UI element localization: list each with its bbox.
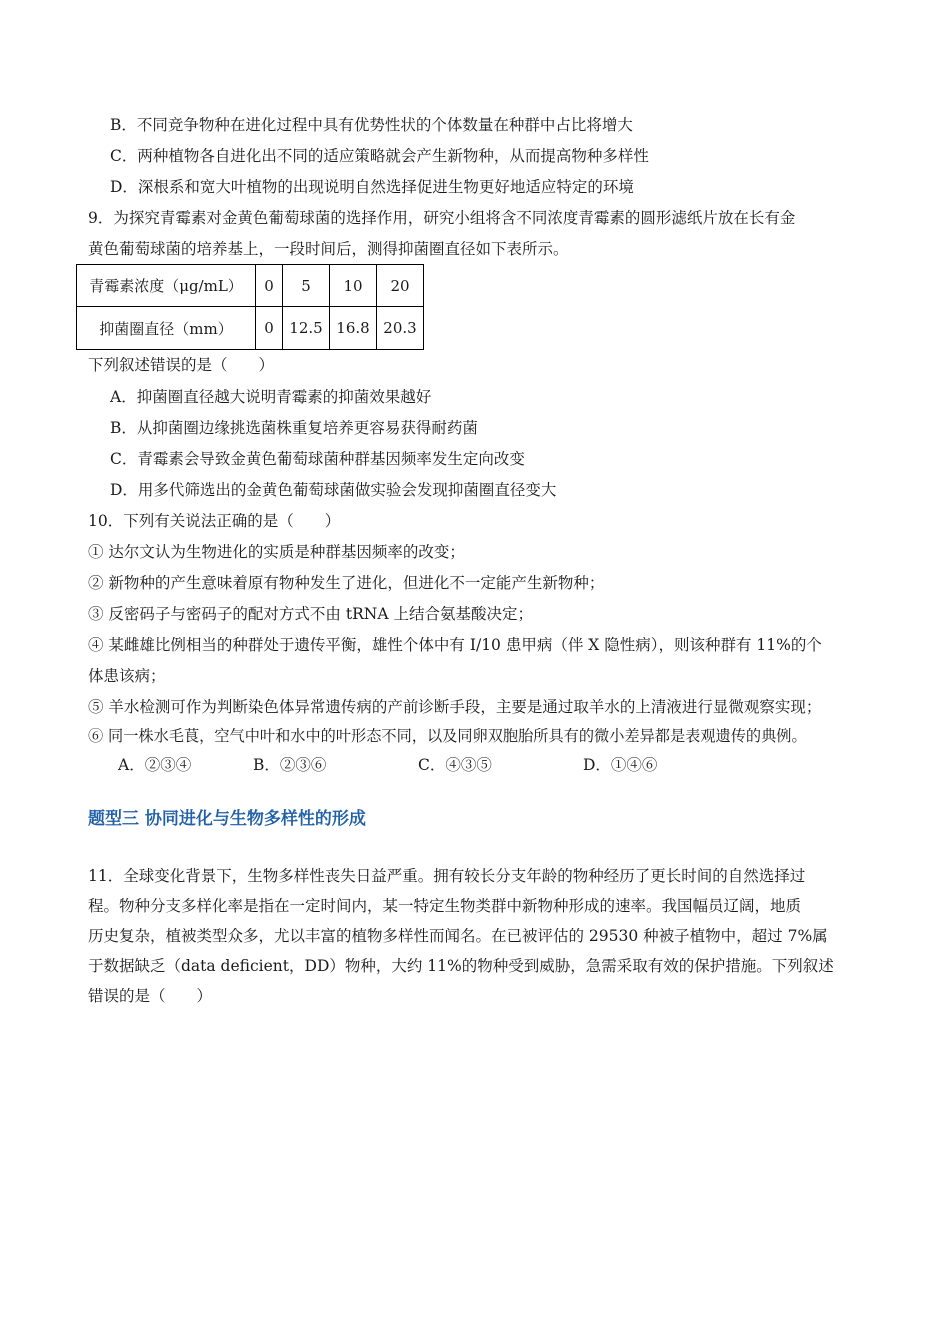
q9-option-d: D．用多代筛选出的金黄色葡萄球菌做实验会发现抑菌圈直径变大 <box>110 481 557 499</box>
q11-line3: 历史复杂，植被类型众多，尤以丰富的植物多样性而闻名。在已被评估的 29530 种被子植物中，超过 7%属 <box>88 927 828 945</box>
q8-option-c: C．两种植物各自进化出不同的适应策略就会产生新物种，从而提高物种多样性 <box>110 147 649 165</box>
table-cell: 20.3 <box>377 307 424 350</box>
q10-statement-4-cont: 体患该病； <box>88 667 166 685</box>
q9-stem-line2: 黄色葡萄球菌的培养基上，一段时间后，测得抑菌圈直径如下表所示。 <box>88 240 569 258</box>
q9-option-c: C．青霉素会导致金黄色葡萄球菌种群基因频率发生定向改变 <box>110 450 525 468</box>
q8-option-d: D．深根系和宽大叶植物的出现说明自然选择促进生物更好地适应特定的环境 <box>110 178 634 196</box>
section-heading: 题型三 协同进化与生物多样性的形成 <box>88 809 366 829</box>
q10-statement-6: ⑥ 同一株水毛茛，空气中叶和水中的叶形态不同，以及同卵双胞胎所具有的微小差异都是表观遗传的典例。 <box>88 727 807 745</box>
table-row <box>77 307 424 350</box>
table-cell: 20 <box>377 265 424 307</box>
table-cell: 12.5 <box>283 307 330 350</box>
q11-line5: 错误的是（ ） <box>88 987 213 1005</box>
q10-option-a: A．②③④ <box>118 756 192 774</box>
table-cell: 5 <box>283 265 330 307</box>
q8-option-b: B．不同竞争物种在进化过程中具有优势性状的个体数量在种群中占比将增大 <box>110 116 633 134</box>
q9-stem-line1: 9．为探究青霉素对金黄色葡萄球菌的选择作用，研究小组将含不同浓度青霉素的圆形滤纸片放在长有金 <box>88 209 796 227</box>
table-cell: 0 <box>256 307 283 350</box>
q11-line2: 程。物种分支多样化率是指在一定时间内，某一特定生物类群中新物种形成的速率。我国幅员辽阔，地质 <box>88 897 802 915</box>
q11-line1: 11．全球变化背景下，生物多样性丧失日益严重。拥有较长分支年龄的物种经历了更长时间的自然选择过 <box>88 867 806 885</box>
q10-stem: 10．下列有关说法正确的是（ ） <box>88 512 341 530</box>
q9-option-a: A．抑菌圈直径越大说明青霉素的抑菌效果越好 <box>110 388 432 406</box>
q10-option-b: B．②③⑥ <box>253 756 327 774</box>
table-row-label: 青霉素浓度（μg/mL） <box>77 265 256 307</box>
q10-statement-2: ② 新物种的产生意味着原有物种发生了进化，但进化不一定能产生新物种； <box>88 574 605 592</box>
q11-line4: 于数据缺乏（data deficient，DD）物种，大约 11%的物种受到威胁，急需采取有效的保护措施。下列叙述 <box>88 957 834 975</box>
q9-option-b: B．从抑菌圈边缘挑选菌株重复培养更容易获得耐药菌 <box>110 419 478 437</box>
q9-prompt: 下列叙述错误的是（ ） <box>88 356 275 374</box>
q10-option-d: D．①④⑥ <box>583 756 658 774</box>
table-cell: 0 <box>256 265 283 307</box>
q10-option-c: C．④③⑤ <box>418 756 492 774</box>
q10-statement-3: ③ 反密码子与密码子的配对方式不由 tRNA 上结合氨基酸决定； <box>88 605 533 623</box>
table-row-label: 抑菌圈直径（mm） <box>77 307 256 350</box>
table-row <box>77 265 424 307</box>
table-cell: 10 <box>330 265 377 307</box>
q10-statement-4: ④ 某雌雄比例相当的种群处于遗传平衡，雄性个体中有 I/10 患甲病（伴 X 隐性病），则该种群有 11%的个 <box>88 636 822 654</box>
q10-statement-5: ⑤ 羊水检测可作为判断染色体异常遗传病的产前诊断手段，主要是通过取羊水的上清液进行显微观察实现； <box>88 698 822 716</box>
q10-statement-1: ① 达尔文认为生物进化的实质是种群基因频率的改变； <box>88 543 465 561</box>
table-cell: 16.8 <box>330 307 377 350</box>
concentration-table <box>76 264 424 350</box>
